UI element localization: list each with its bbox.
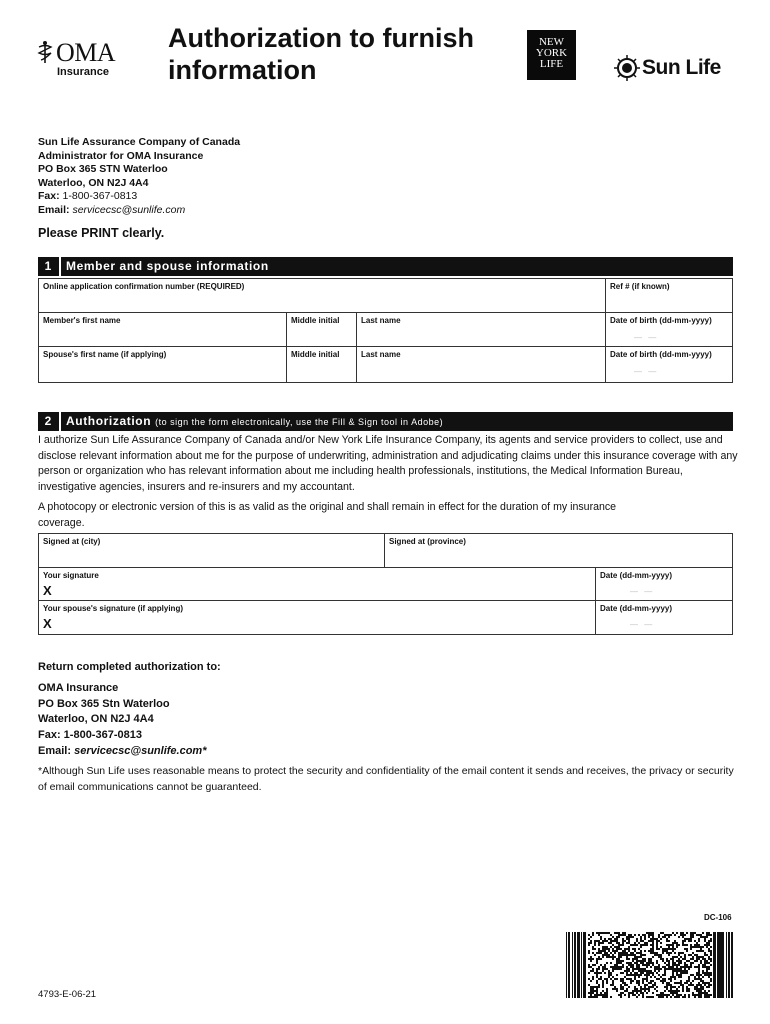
photocopy-paragraph: A photocopy or electronic version of this is as valid as the original and shall remain in effect for the duration of my insurance coverage.: [38, 501, 617, 529]
field-label: Spouse's first name (if applying): [43, 350, 167, 359]
new-york-life-logo: [527, 30, 576, 80]
title-line-1: Authorization to furnish: [168, 23, 474, 53]
sun-life-logo: [614, 54, 734, 84]
member-last-name-field[interactable]: [356, 312, 606, 347]
fax-value: 1-800-367-0813: [62, 190, 138, 203]
spouse-last-name-field[interactable]: [356, 346, 606, 383]
field-label: Your spouse's signature (if applying): [43, 604, 183, 613]
authorization-paragraph: I authorize Sun Life Assurance Company of Canada and/or New York Life Insurance Company, its agents and service providers to collect, use and disclose relevant information about me for the purpose of underwriting, administration and adjudicating claims under this insurance coverage with any person or organization who has relevant information about me including health professionals, institutions, the Medical Information Bureau, investigative agencies, insurers and re-insurers and my accountant.: [38, 434, 738, 493]
return-fax: Fax: 1-800-367-0813: [38, 729, 142, 742]
field-label: Your signature: [43, 571, 99, 580]
company-city: Waterloo, ON N2J 4A4: [38, 176, 149, 189]
return-email-value[interactable]: servicecsc@sunlife.com*: [74, 744, 207, 757]
section-title: [66, 412, 443, 432]
ref-number-field[interactable]: [605, 278, 733, 313]
spouse-signature-date-field[interactable]: [595, 600, 733, 635]
return-city: Waterloo, ON N2J 4A4: [38, 713, 154, 726]
return-address-block: [38, 660, 221, 760]
title-line-2: information: [168, 55, 317, 85]
section-divider: [59, 257, 61, 276]
sunlife-logo-text: Sun Life: [642, 56, 721, 79]
caduceus-icon: [36, 40, 54, 64]
field-label: Ref # (if known): [610, 282, 670, 291]
company-po-box: PO Box 365 STN Waterloo: [38, 163, 168, 176]
section-title: Member and spouse information: [66, 259, 269, 273]
spouse-first-name-field[interactable]: [38, 346, 287, 383]
oma-insurance-logo: [36, 38, 126, 82]
company-email: [38, 204, 240, 218]
field-label: Date of birth (dd-mm-yyyy): [610, 316, 712, 325]
member-middle-initial-field[interactable]: [286, 312, 357, 347]
section-title-text: Authorization: [66, 414, 152, 428]
page-title: [168, 22, 508, 86]
date-placeholder: — —: [634, 333, 659, 342]
spouse-middle-initial-field[interactable]: [286, 346, 357, 383]
nyl-line: NEW: [538, 36, 565, 48]
company-name: Sun Life Assurance Company of Canada: [38, 136, 241, 148]
date-placeholder: — —: [630, 620, 655, 629]
section-1-header: [38, 257, 733, 276]
form-code: DC-106: [704, 913, 732, 922]
privacy-footnote: *Although Sun Life uses reasonable means to protect the security and confidentiality of the email content it sends and receives, the privacy or security of email communications cannot be guaranteed.: [38, 765, 734, 793]
field-label: Date (dd-mm-yyyy): [600, 571, 673, 580]
fax-label: Fax:: [38, 190, 60, 203]
return-email: [38, 744, 221, 760]
section-number: 2: [44, 414, 52, 428]
field-label: Signed at (city): [43, 537, 101, 546]
barcode-image: [566, 932, 733, 998]
your-signature-field[interactable]: [38, 567, 596, 601]
spouse-dob-field[interactable]: [605, 346, 733, 383]
section-divider: [59, 412, 61, 431]
return-email-label: Email:: [38, 744, 72, 757]
date-placeholder: — —: [634, 367, 659, 376]
field-label: Member's first name: [43, 316, 121, 325]
field-label: Middle initial: [291, 350, 340, 359]
oma-logo-sub: Insurance: [57, 66, 109, 78]
oma-logo-text: OMA: [56, 38, 116, 67]
spouse-signature-field[interactable]: [38, 600, 596, 635]
sun-icon: [614, 55, 640, 81]
member-dob-field[interactable]: [605, 312, 733, 347]
field-label: Middle initial: [291, 316, 340, 325]
section-2-header: [38, 412, 733, 431]
section-number: 1: [44, 259, 52, 273]
return-po-box: PO Box 365 Stn Waterloo: [38, 697, 170, 710]
email-value[interactable]: servicecsc@sunlife.com: [72, 203, 186, 216]
field-label: Last name: [361, 350, 401, 359]
member-first-name-field[interactable]: [38, 312, 287, 347]
field-label: Date (dd-mm-yyyy): [600, 604, 673, 613]
field-label: Online application confirmation number (REQUIRED): [43, 282, 245, 291]
online-application-field[interactable]: [38, 278, 606, 313]
date-placeholder: — —: [630, 587, 655, 596]
nyl-line: LIFE: [539, 58, 564, 70]
document-number: 4793-E-06-21: [38, 989, 97, 1000]
signature-x-mark: X: [43, 616, 52, 631]
nyl-line: YORK: [535, 47, 568, 59]
section-note: (to sign the form electronically, use the Fill & Sign tool in Adobe): [155, 417, 444, 427]
company-address-block: [38, 136, 240, 218]
email-label: Email:: [38, 203, 70, 216]
print-notice: Please PRINT clearly.: [38, 226, 165, 240]
signed-province-field[interactable]: [384, 533, 733, 568]
signature-x-mark: X: [43, 583, 52, 598]
return-name: OMA Insurance: [38, 681, 119, 694]
field-label: Signed at (province): [389, 537, 466, 546]
signature-date-field[interactable]: [595, 567, 733, 601]
company-fax: [38, 190, 240, 204]
return-heading: Return completed authorization to:: [38, 661, 221, 673]
field-label: Date of birth (dd-mm-yyyy): [610, 350, 712, 359]
field-label: Last name: [361, 316, 401, 325]
company-admin: Administrator for OMA Insurance: [38, 149, 204, 162]
signed-city-field[interactable]: [38, 533, 385, 568]
